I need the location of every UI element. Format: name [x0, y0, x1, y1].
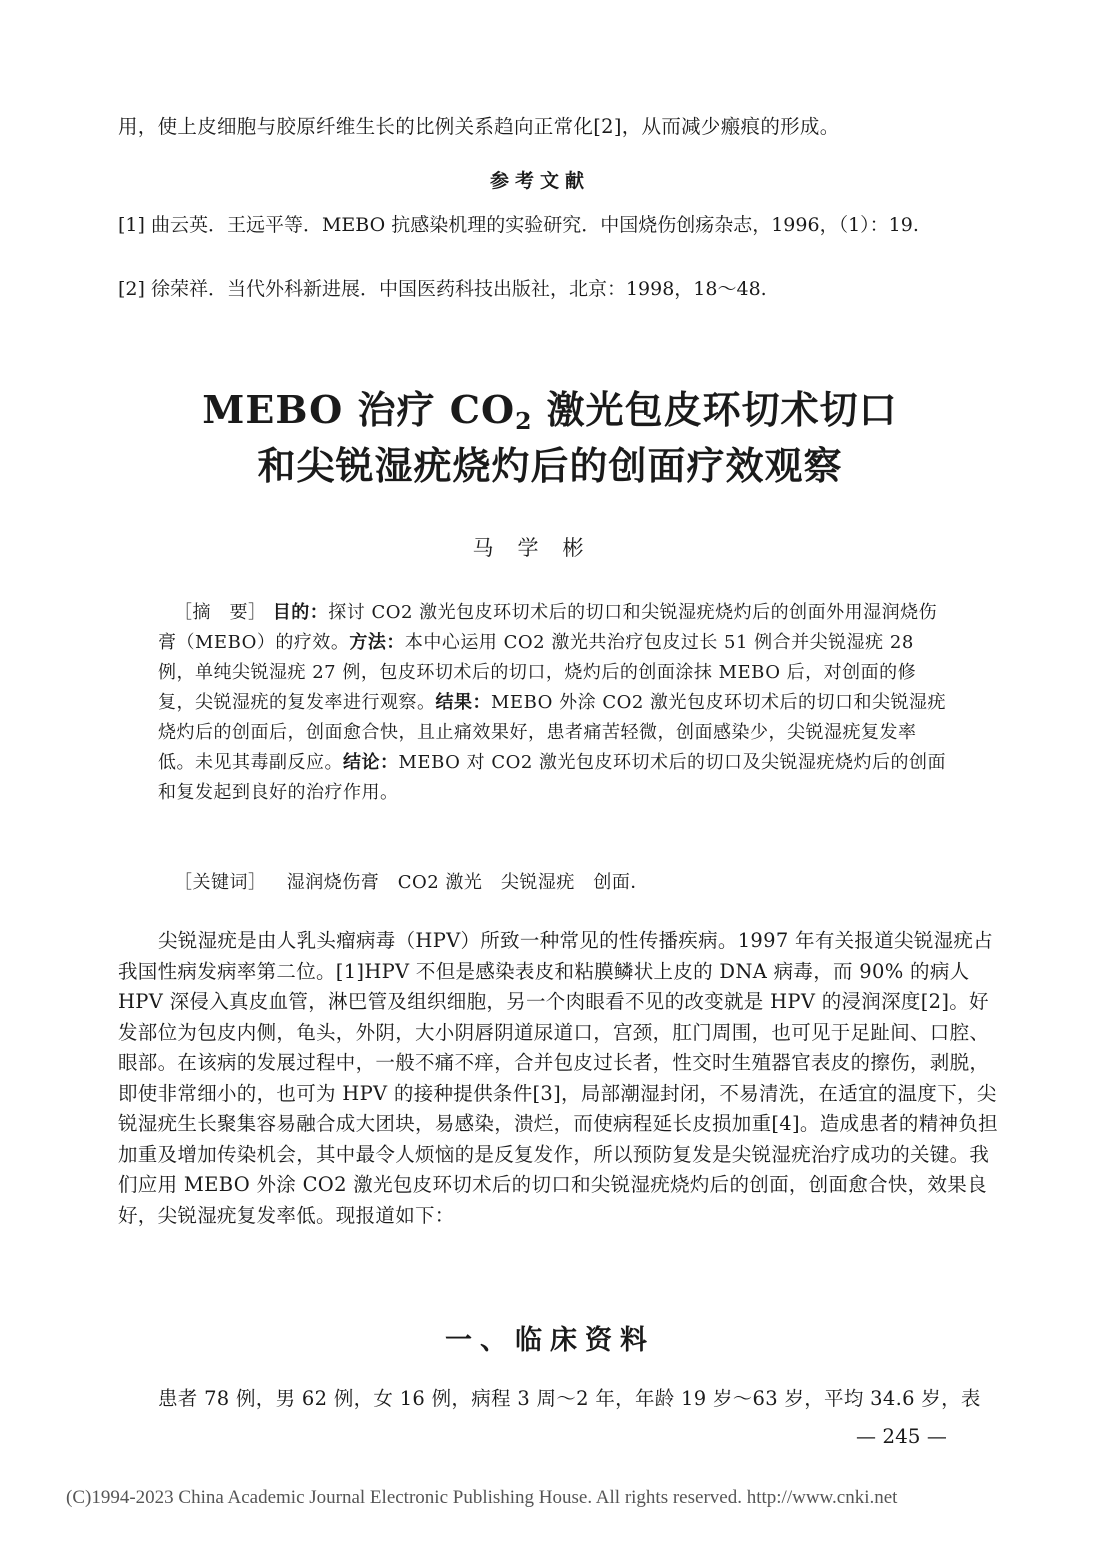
section-heading: 一、临床资料 — [445, 1325, 655, 1356]
title-line-2: 和尖锐湿疣烧灼后的创面疗效观察 — [257, 443, 843, 488]
top-paragraph: 用，使上皮细胞与胶原纤维生长的比例关系趋向正常化[2]，从而减少瘢痕的形成。 — [118, 115, 840, 138]
reference-item-1: [1] 曲云英．王远平等．MEBO 抗感染机理的实验研究．中国烧伤创疡杂志，1996，（1）：19. — [118, 214, 919, 236]
method-text: 本中心运用 CO2 激光共治疗包皮过长 51 例合并尖锐湿疣 28 例，单纯尖锐湿疣 27 例，包皮环切术后的切口，烧灼后的创面涂抹 MEBO 后，对创面的修复，尖锐湿疣的复发率进行观察。 — [158, 632, 917, 713]
abstract-label: ［摘 要］ — [174, 602, 267, 623]
references-heading: 参考文献 — [490, 170, 591, 192]
conclusion-text: MEBO 对 CO2 激光包皮环切术后的切口及尖锐湿疣烧灼后的创面和复发起到良好的治疗作用。 — [158, 752, 947, 803]
result-label: 结果： — [435, 692, 491, 713]
body-last-line: 患者 78 例，男 62 例，女 16 例，病程 3 周～2 年，年龄 19 岁～63 岁，平均 34.6 岁，表 — [158, 1387, 981, 1410]
article-title — [80, 382, 1020, 494]
purpose-label: 目的： — [272, 602, 329, 623]
page-number: — 245 — — [856, 1424, 947, 1448]
purpose-text: 探讨 CO2 激光包皮环切术后的切口和尖锐湿疣烧灼后的创面外用湿润烧伤膏（MEBO）的疗效。 — [158, 602, 938, 653]
reference-item-2: [2] 徐荣祥．当代外科新进展．中国医药科技出版社，北京：1998，18～48. — [118, 278, 767, 300]
result-text: MEBO 外涂 CO2 激光包皮环切术后的切口和尖锐湿疣烧灼后的创面后，创面愈合快，且止痛效果好，患者痛苦轻微，创面感染少，尖锐湿疣复发率低。未见其毒副反应。 — [158, 692, 947, 773]
method-label: 方法： — [349, 632, 405, 653]
title-line-1: MEBO 治疗 $CO_2$ 激光包皮环切术切口 — [202, 387, 898, 435]
author-name: 马学彬 — [472, 536, 608, 560]
copyright-footer: (C)1994-2023 China Academic Journal Electronic Publishing House. All rights reserved. http://www.cnki.net — [66, 1487, 898, 1508]
keywords-label: ［关键词］ — [174, 872, 267, 893]
keywords-text: 湿润烧伤膏 CO2 激光 尖锐湿疣 创面． — [286, 872, 649, 893]
conclusion-label: 结论： — [343, 752, 399, 773]
abstract — [158, 598, 948, 808]
body-paragraph: 尖锐湿疣是由人乳头瘤病毒（HPV）所致一种常见的性传播疾病。1997 年有关报道尖锐湿疣占我国性病发病率第二位。[1]HPV 不但是感染表皮和粘膜鳞状上皮的 DNA 病毒，而 90% 的病人 HPV 深侵入真皮血管，淋巴管及组织细胞，另一个肉眼看不见的改变就是 HPV 的浸润深度[2]。好发部位为包皮内侧，龟头，外阴，大小阴唇阴道尿道口，宫颈，肛门周围，也可见于足趾间、口腔、眼部。在该病的发展过程中，一般不痛不痒，合并包皮过长者，性交时生殖器官表皮的擦伤，剥脱，即使非常细小的，也可为 HPV 的接种提供条件[3]，局部潮湿封闭，不易清洗，在适宜的温度下，尖锐湿疣生长聚集容易融合成大团块，易感染，溃烂，而使病程延长皮损加重[4]。造成患者的精神负担加重及增加传染机会，其中最令人烦恼的是反复发作，所以预防复发是尖锐湿疣治疗成功的关键。我们应用 MEBO 外涂 CO2 激光包皮环切术后的切口和尖锐湿疣烧灼后的创面，创面愈合快，效果良好，尖锐湿疣复发率低。现报道如下： — [118, 929, 998, 1227]
keywords — [174, 868, 954, 898]
